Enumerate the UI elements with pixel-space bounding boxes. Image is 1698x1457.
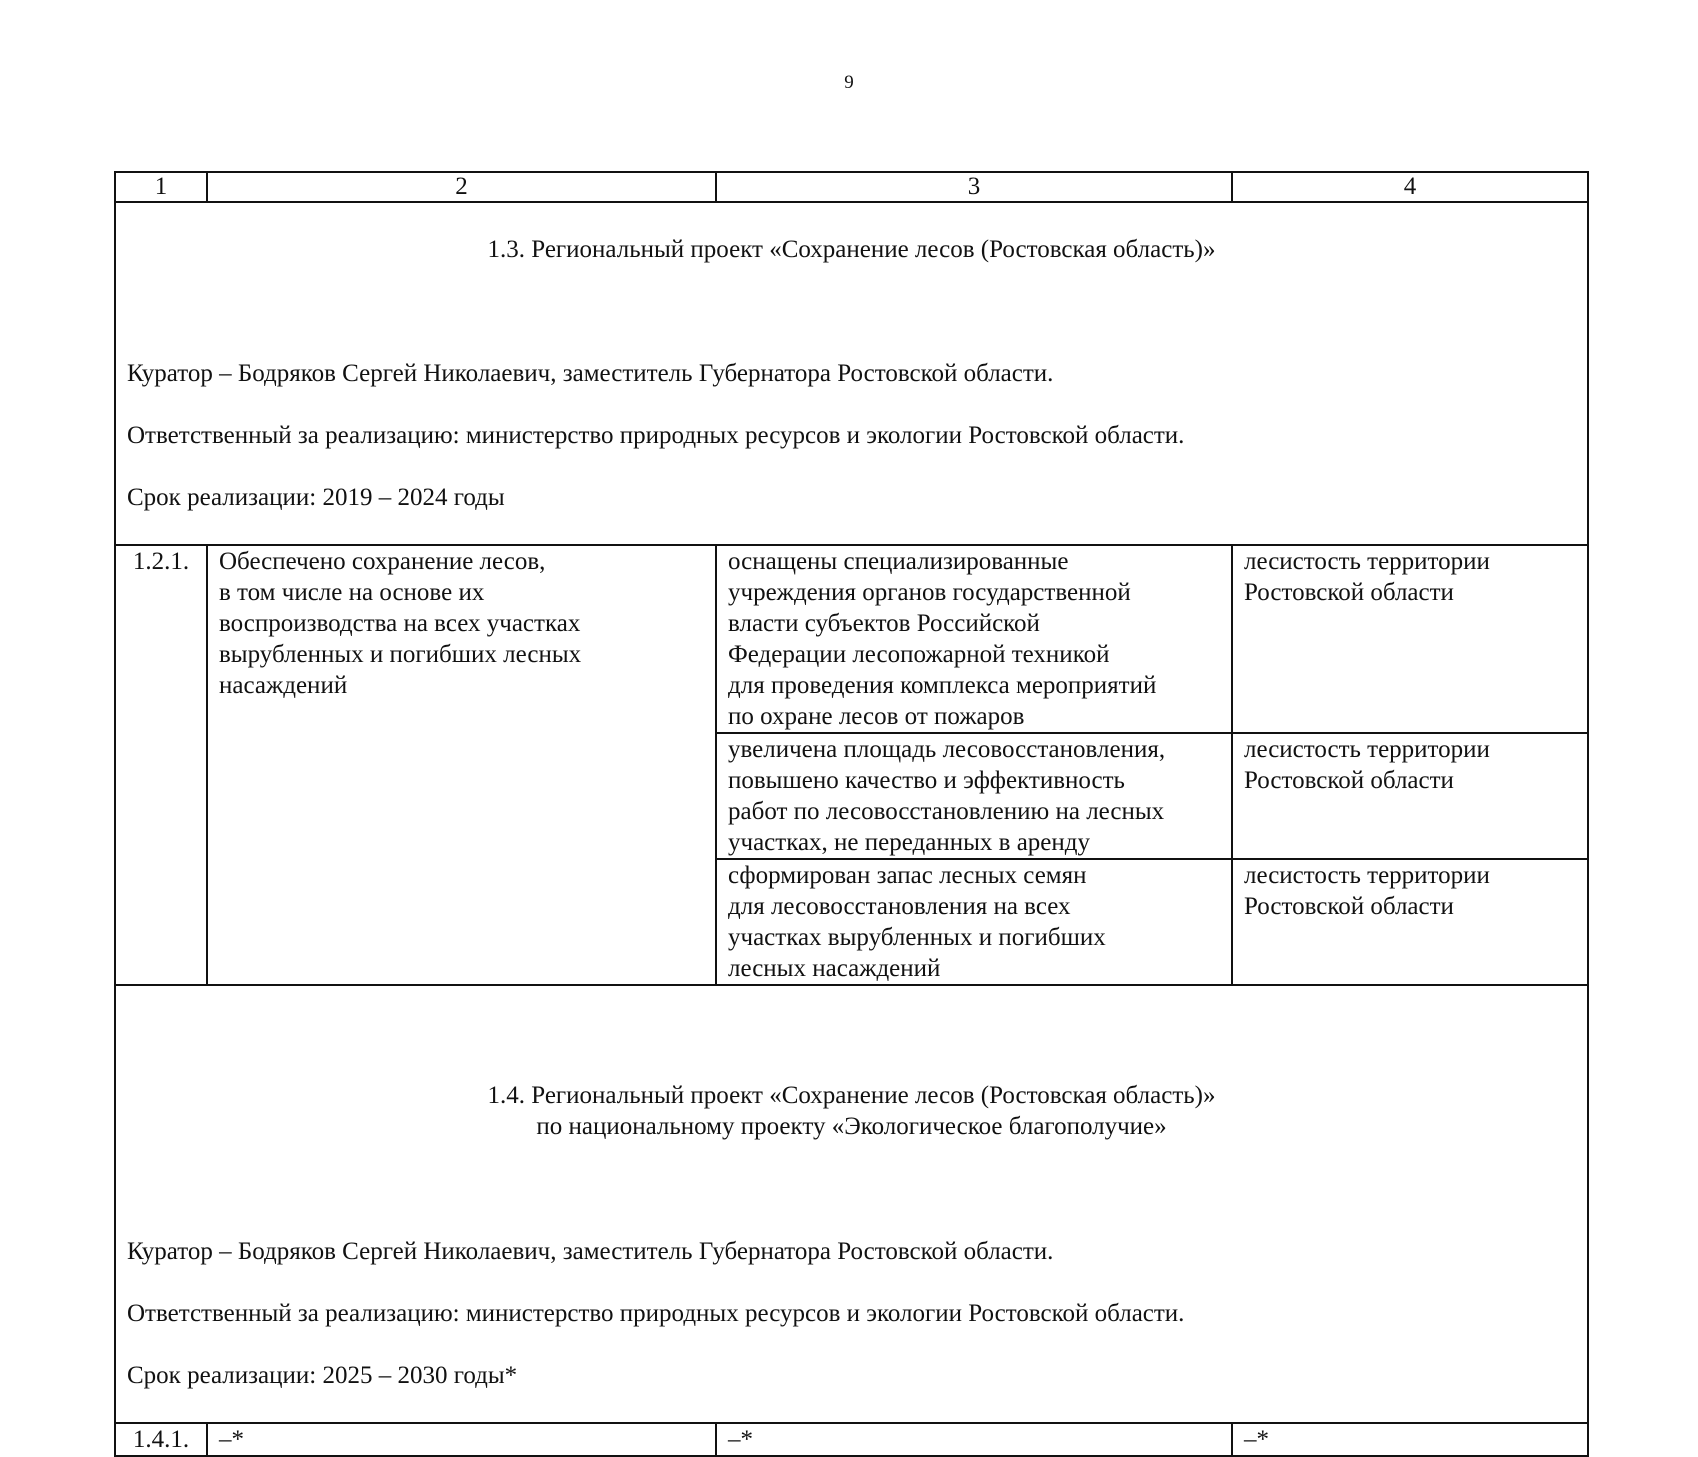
row-indicator: –* [1232, 1423, 1588, 1456]
row-number: 1.4.1. [115, 1423, 207, 1456]
column-number-1: 1 [115, 172, 207, 202]
column-number-3: 3 [716, 172, 1232, 202]
program-table [114, 171, 1589, 1457]
row-result: увеличена площадь лесовосстановления, повышено качество и эффективность работ по лесовосстановлению на лесных участках, не переданных в аренду [716, 733, 1232, 859]
section-title: 1.3. Региональный проект «Сохранение лесов (Ростовская область)» [487, 236, 1216, 263]
row-indicator: лесистость территории Ростовской области [1232, 859, 1588, 985]
section-term: Срок реализации: 2025 – 2030 годы* [127, 1362, 518, 1389]
section-term: Срок реализации: 2019 – 2024 годы [127, 484, 505, 511]
page-number: 9 [844, 72, 854, 93]
row-result: –* [716, 1423, 1232, 1456]
row-task: Обеспечено сохранение лесов, в том числе на основе их воспроизводства на всех участках вырубленных и погибших лесных насаждений [207, 545, 716, 985]
table-row [115, 545, 1588, 733]
column-number-4: 4 [1232, 172, 1588, 202]
section-curator: Куратор – Бодряков Сергей Николаевич, заместитель Губернатора Ростовской области. [127, 1238, 1054, 1265]
section-title: 1.4. Региональный проект «Сохранение лесов (Ростовская область)» по национальному проекту «Экологическое благополучие» [487, 1082, 1216, 1140]
row-task: –* [207, 1423, 716, 1456]
column-number-2: 2 [207, 172, 716, 202]
section-header-row [115, 202, 1588, 545]
row-result: сформирован запас лесных семян для лесовосстановления на всех участках вырубленных и погибших лесных насаждений [716, 859, 1232, 985]
section-header [115, 985, 1588, 1423]
row-result: оснащены специализированные учреждения органов государственной власти субъектов Российской Федерации лесопожарной техникой для проведения комплекса мероприятий по охране лесов от пожаров [716, 545, 1232, 733]
section-header-row [115, 985, 1588, 1423]
section-header [115, 202, 1588, 545]
column-number-row [115, 172, 1588, 202]
section-responsible: Ответственный за реализацию: министерство природных ресурсов и экологии Ростовской области. [127, 422, 1185, 449]
row-indicator: лесистость территории Ростовской области [1232, 545, 1588, 733]
section-curator: Куратор – Бодряков Сергей Николаевич, заместитель Губернатора Ростовской области. [127, 360, 1054, 387]
table-row [115, 1423, 1588, 1456]
row-number: 1.2.1. [115, 545, 207, 985]
section-responsible: Ответственный за реализацию: министерство природных ресурсов и экологии Ростовской области. [127, 1300, 1185, 1327]
row-indicator: лесистость территории Ростовской области [1232, 733, 1588, 859]
